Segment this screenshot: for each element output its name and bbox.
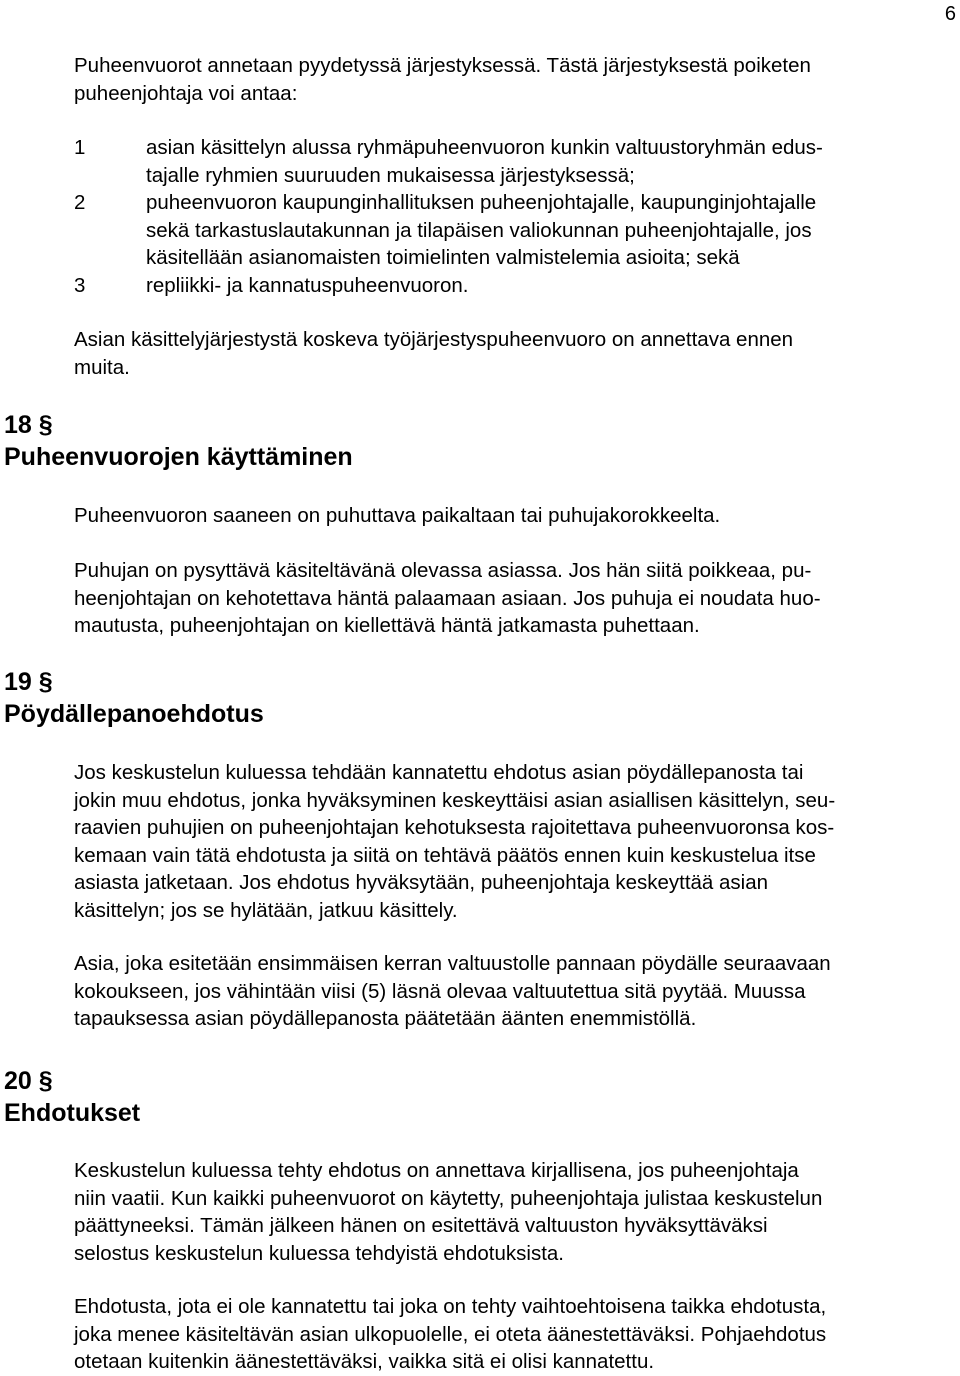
section-number: 18 § — [4, 411, 53, 439]
text-line: Keskustelun kuluessa tehty ehdotus on annettava kirjallisena, jos puheenjohtaja — [74, 1159, 799, 1182]
list-item — [74, 134, 823, 189]
section-20-paragraph-2 — [74, 1293, 826, 1376]
text-line: Puhujan on pysyttävä käsiteltävänä olevassa asiassa. Jos hän siitä poikkeaa, pu- — [74, 559, 812, 582]
text-line: raavien puhujien on puheenjohtajan kehotuksesta rajoitettava puheenvuoronsa kos- — [74, 816, 835, 839]
section-number: 20 § — [4, 1067, 53, 1095]
text-line: selostus keskustelun kuluessa tehdyistä ehdotuksista. — [74, 1241, 564, 1265]
list-item-number: 3 — [74, 273, 86, 297]
text-line: päättyneeksi. Tämän jälkeen hänen on esitettävä valtuuston hyväksyttäväksi — [74, 1214, 768, 1237]
text-line: muita. — [74, 355, 130, 379]
list-item-number: 2 — [74, 191, 86, 214]
text-line: tajalle ryhmien suuruuden mukaisessa järjestyksessä; — [146, 163, 635, 187]
order-note-paragraph — [74, 326, 793, 381]
list-item — [74, 272, 823, 300]
text-line: jokin muu ehdotus, jonka hyväksyminen keskeyttäisi asian asiallisen käsittelyn, seu- — [74, 788, 836, 812]
text-line: joka menee käsiteltävän asian ulkopuolelle, ei oteta äänestettäväksi. Pohjaehdotus — [74, 1322, 827, 1346]
section-18-heading — [4, 409, 353, 473]
text-line: Puheenvuorot annetaan pyydetyssä järjestyksessä. Tästä järjestyksestä poiketen — [74, 54, 811, 77]
text-line: niin vaatii. Kun kaikki puheenvuorot on käytetty, puheenjohtaja julistaa keskustelun — [74, 1186, 823, 1210]
section-20-heading — [4, 1065, 140, 1129]
section-title: Puheenvuorojen käyttäminen — [4, 443, 353, 471]
text-line: repliikki- ja kannatuspuheenvuoron. — [146, 273, 469, 297]
numbered-list — [74, 134, 823, 299]
section-number: 19 § — [4, 668, 53, 696]
text-line: käsitellään asianomaisten toimielinten valmistelemia asioita; sekä — [146, 246, 740, 269]
section-18-paragraph-2 — [74, 557, 821, 640]
text-line: heenjohtajan on kehotettava häntä palaamaan asiaan. Jos puhuja ei noudata huo- — [74, 586, 821, 610]
page-number: 6 — [944, 3, 956, 25]
text-line: Ehdotusta, jota ei ole kannatettu tai joka on tehty vaihtoehtoisena taikka ehdotusta, — [74, 1295, 827, 1318]
text-line: mautusta, puheenjohtajan on kiellettävä häntä jatkamasta puhettaan. — [74, 614, 700, 637]
list-item — [74, 189, 823, 272]
text-line: Jos keskustelun kuluessa tehdään kannatettu ehdotus asian pöydällepanosta tai — [74, 761, 804, 784]
text-line: asiasta jatketaan. Jos ehdotus hyväksytään, puheenjohtaja keskeyttää asian — [74, 871, 769, 894]
text-line: asian käsittelyn alussa ryhmäpuheenvuoron kunkin valtuustoryhmän edus- — [146, 136, 823, 159]
text-line: kemaan vain tätä ehdotusta ja siitä on tehtävä päätös ennen kuin keskustelua itse — [74, 843, 816, 867]
text-line: Puheenvuoron saaneen on puhuttava paikaltaan tai puhujakorokkeelta. — [74, 504, 721, 527]
intro-paragraph — [74, 52, 811, 107]
section-title: Ehdotukset — [4, 1099, 141, 1127]
text-line: sekä tarkastuslautakunnan ja tilapäisen valiokunnan puheenjohtajalle, jos — [146, 218, 812, 242]
section-19-heading — [4, 666, 264, 730]
text-line: tapauksessa asian pöydällepanosta päätetään äänten enemmistöllä. — [74, 1007, 697, 1030]
text-line: käsittelyn; jos se hylätään, jatkuu käsittely. — [74, 898, 458, 922]
list-item-number: 1 — [74, 136, 86, 159]
text-line: puheenjohtaja voi antaa: — [74, 81, 298, 105]
text-line: Asia, joka esitetään ensimmäisen kerran valtuustolle pannaan pöydälle seuraavaan — [74, 952, 831, 975]
text-line: Asian käsittelyjärjestystä koskeva työjärjestyspuheenvuoro on annettava ennen — [74, 328, 794, 351]
section-18-paragraph-1 — [74, 502, 720, 530]
section-title: Pöydällepanoehdotus — [4, 700, 264, 728]
text-line: kokoukseen, jos vähintään viisi (5) läsnä olevaa valtuutettua sitä pyytää. Muussa — [74, 979, 806, 1003]
section-20-paragraph-1 — [74, 1157, 822, 1267]
text-line: otetaan kuitenkin äänestettäväksi, vaikka sitä ei olisi kannatettu. — [74, 1350, 655, 1373]
text-line: puheenvuoron kaupunginhallituksen puheenjohtajalle, kaupunginjohtajalle — [146, 191, 817, 214]
section-19-paragraph-2 — [74, 950, 831, 1033]
section-19-paragraph-1 — [74, 759, 835, 924]
